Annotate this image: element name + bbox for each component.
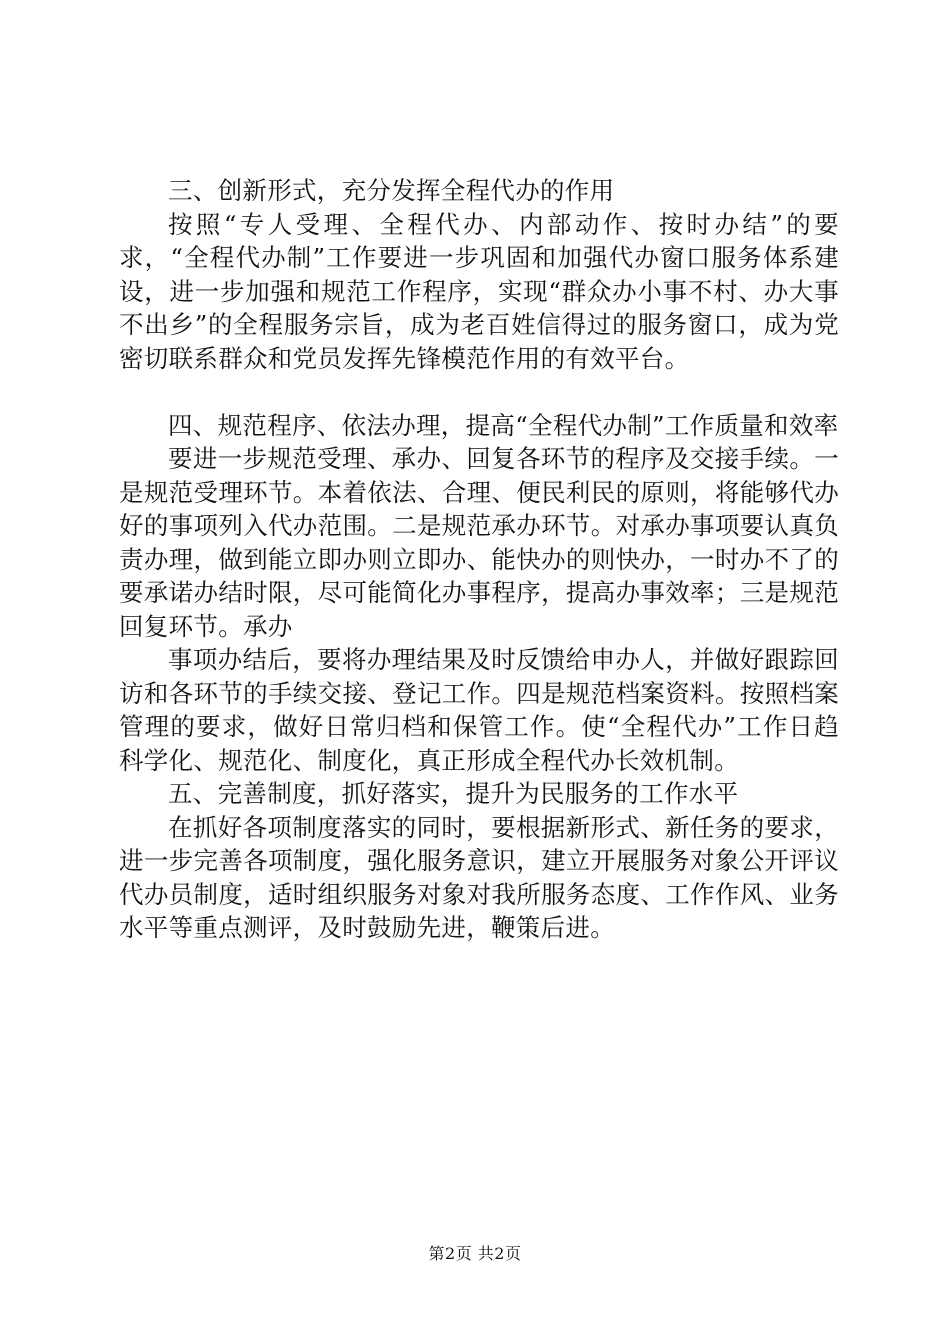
- paragraph-section-3: 按照“专人受理、全程代办、内部动作、按时办结”的要求，“全程代办制”工作要进一步巩固和加强代办窗口服务体系建设，进一步加强和规范工作程序，实现“群众办小事不村、办大事不出乡”的全程服务宗旨，成为老百姓信得过的服务窗口，成为党密切联系群众和党员发挥先锋模范作用的有效平台。: [119, 209, 839, 373]
- page-number-footer: 第2页 共2页: [428, 1244, 522, 1263]
- paragraph-section-4-part-1: 要进一步规范受理、承办、回复各环节的程序及交接手续。一是规范受理环节。本着依法、合理、便民利民的原则，将能够代办好的事项列入代办范围。二是规范承办环节。对承办事项要认真负责办理，做到能立即办则立即办、能快办的则快办，一时办不了的要承诺办结时限，尽可能简化办事程序，提高办事效率；三是规范回复环节。承办: [119, 444, 839, 641]
- section-heading-4: 四、规范程序、依法办理，提高“全程代办制”工作质量和效率: [168, 410, 839, 440]
- blank-line: [119, 375, 839, 409]
- paragraph-section-5: 在抓好各项制度落实的同时，要根据新形式、新任务的要求，进一步完善各项制度，强化服务意识，建立开展服务对象公开评议代办员制度，适时组织服务对象对我所服务态度、工作作风、业务水平等重点测评，及时鼓励先进，鞭策后进。: [119, 812, 839, 942]
- document-body: [119, 174, 839, 945]
- section-heading-5: 五、完善制度，抓好落实，提升为民服务的工作水平: [168, 779, 739, 808]
- section-heading-3: 三、创新形式，充分发挥全程代办的作用: [168, 176, 615, 205]
- paragraph-section-4-part-2: 事项办结后，要将办理结果及时反馈给申办人，并做好跟踪回访和各环节的手续交接、登记工作。四是规范档案资料。按照档案管理的要求，做好日常归档和保管工作。使“全程代办”工作日趋科学化、规范化、制度化，真正形成全程代办长效机制。: [119, 645, 839, 775]
